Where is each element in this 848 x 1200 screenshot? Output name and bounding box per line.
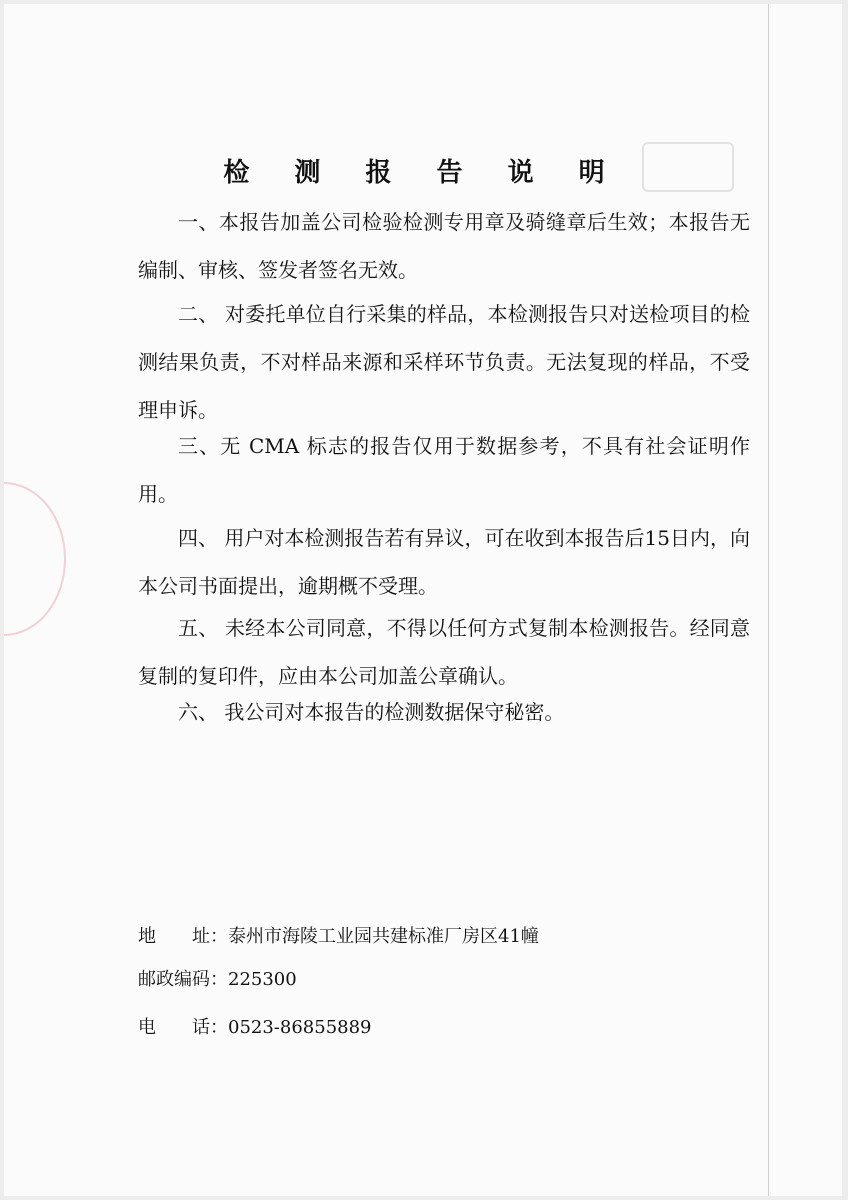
address-value: 泰州市海陵工业园共建标准厂房区41幢 — [228, 926, 539, 947]
paragraph-1: 一、本报告加盖公司检验检测专用章及骑缝章后生效；本报告无编制、审核、签发者签名无效。 — [138, 210, 750, 282]
contact-phone — [138, 1013, 372, 1039]
paragraph-3: 三、无 CMA 标志的报告仅用于数据参考，不具有社会证明作用。 — [138, 434, 750, 506]
paragraph-6: 六、 我公司对本报告的检测数据保守秘密。 — [178, 700, 565, 724]
contact-postcode — [138, 965, 297, 991]
paragraph-4: 四、 用户对本检测报告若有异议，可在收到本报告后15日内，向本公司书面提出，逾期概不受理。 — [138, 526, 750, 598]
postcode-label: 邮政编码： — [138, 969, 228, 990]
document-page — [4, 4, 842, 1196]
paragraph-2: 二、 对委托单位自行采集的样品，本检测报告只对送检项目的检测结果负责，不对样品来源和采样环节负责。无法复现的样品，不受理申诉。 — [138, 302, 750, 422]
phone-value: 0523-86855889 — [228, 1017, 372, 1038]
postcode-value: 225300 — [228, 969, 297, 990]
paragraph-5: 五、 未经本公司同意，不得以任何方式复制本检测报告。经同意复制的复印件，应由本公司加盖公章确认。 — [138, 616, 750, 688]
address-label: 地 址： — [138, 926, 228, 947]
partial-seal-stamp — [4, 482, 66, 636]
document-title: 检 测 报 告 说 明 — [223, 158, 623, 188]
contact-address — [138, 922, 539, 948]
phone-label: 电 话： — [138, 1017, 228, 1038]
